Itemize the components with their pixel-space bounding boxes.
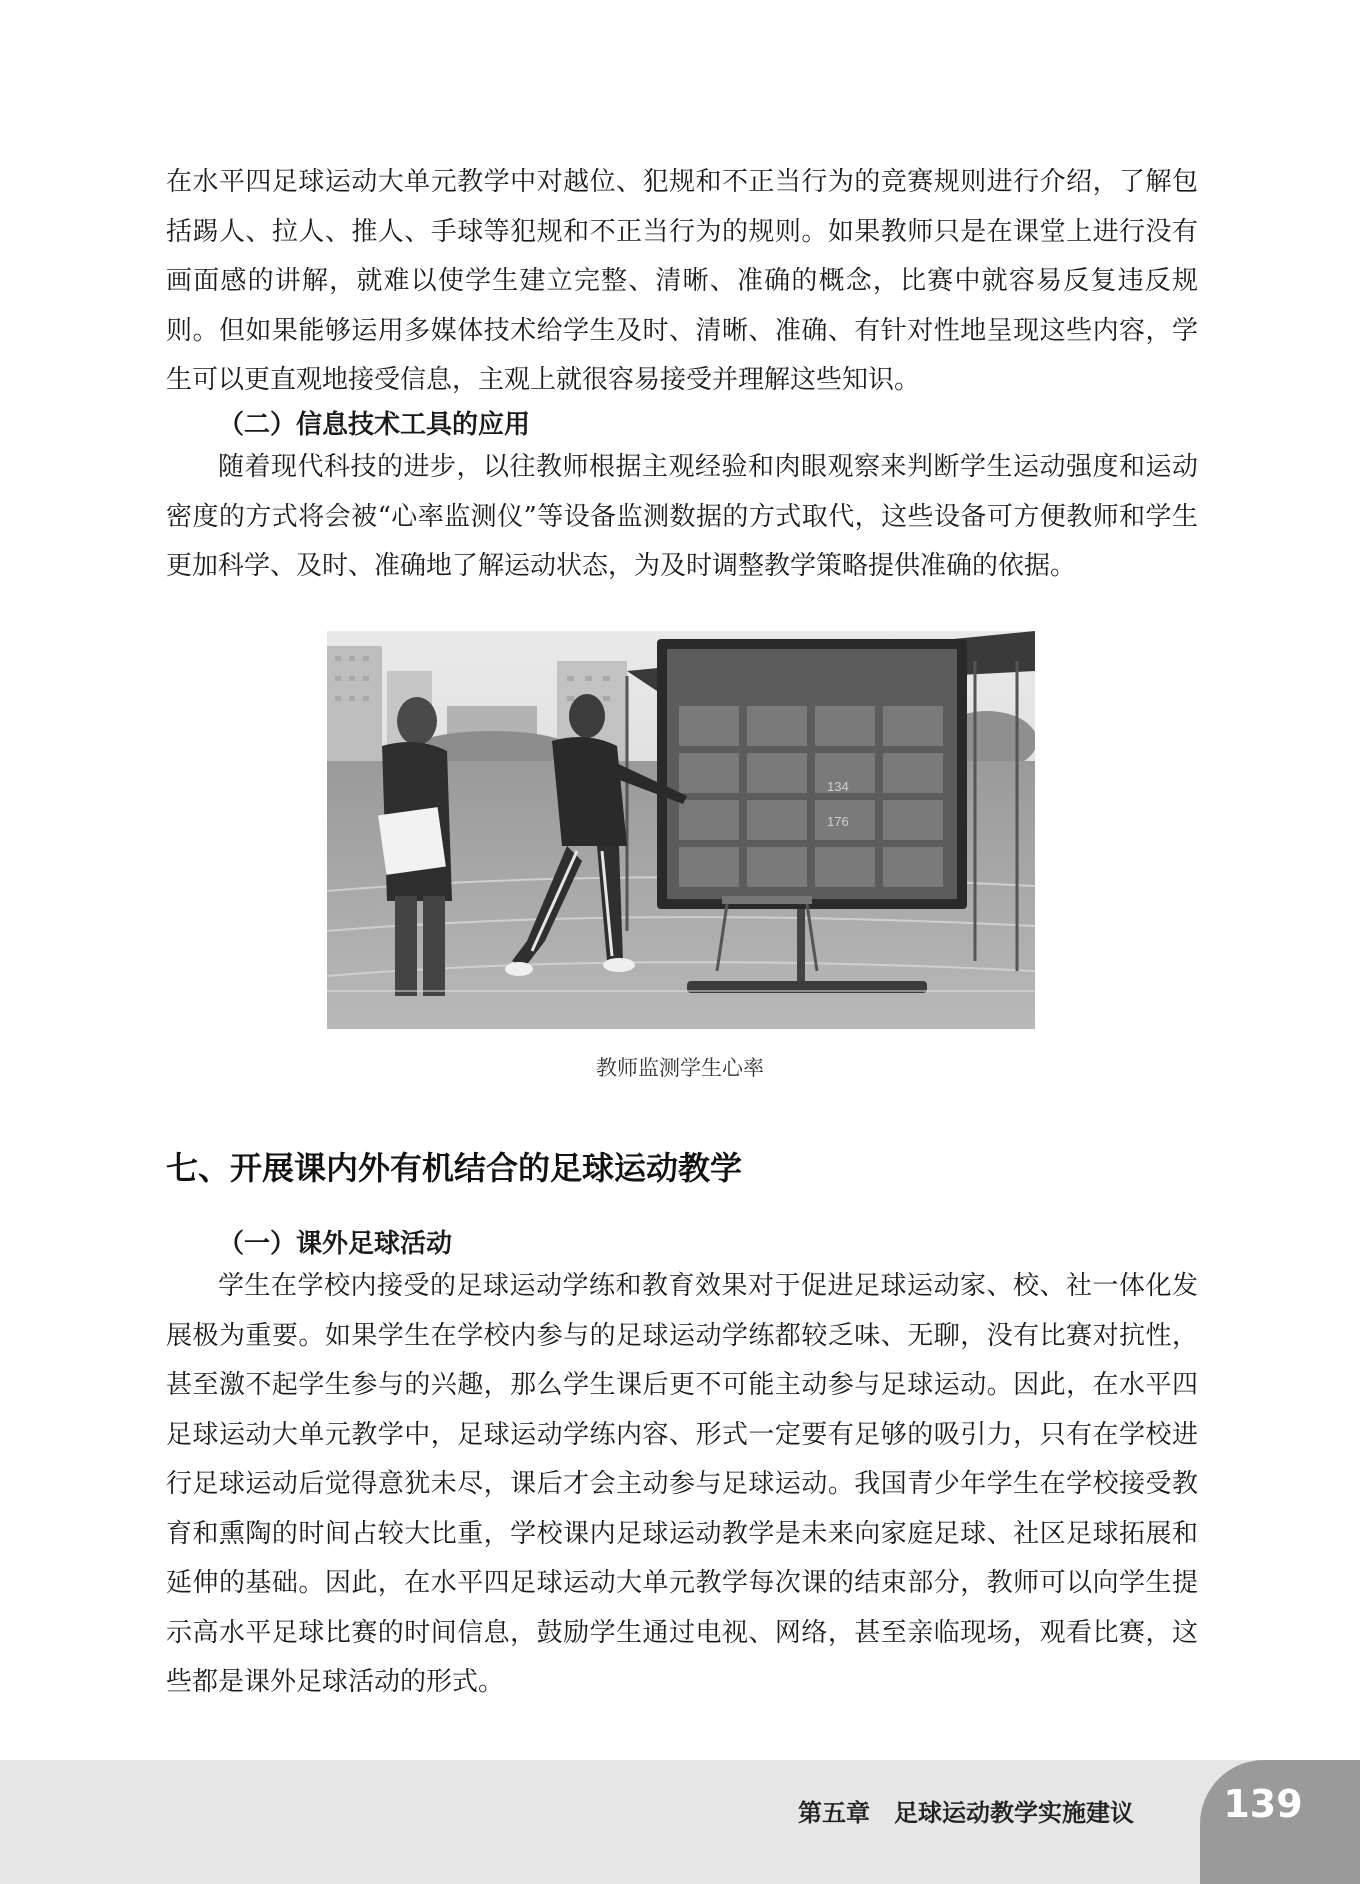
subheading-info-tech: （二）信息技术工具的应用 [218,410,531,440]
figure-caption: 教师监测学生心率 [596,1056,764,1080]
screen-reading-1: 134 [827,779,849,794]
body-paragraph-heart-rate: 随着现代科技的进步，以往教师根据主观经验和肉眼观察来判断学生运动强度和运动密度的方式将会被“心率监测仪”等设备监测数据的方式取代，这些设备可方便教师和学生更加科学、及时、准确地了解运动状态，为及时调整教学策略提供准确的依据。 [166,452,1198,581]
body-paragraph-extracurricular: 学生在学校内接受的足球运动学练和教育效果对于促进足球运动家、校、社一体化发展极为重要。如果学生在学校内参与的足球运动学练都较乏味、无聊，没有比赛对抗性，甚至激不起学生参与的兴趣，那么学生课后更不可能主动参与足球运动。因此，在水平四足球运动大单元教学中，足球运动学练内容、形式一定要有足够的吸引力，只有在学校进行足球运动后觉得意犹未尽，课后才会主动参与足球运动。我国青少年学生在学校接受教育和熏陶的时间占较大比重，学校课内足球运动教学是未来向家庭足球、社区足球拓展和延伸的基础。因此，在水平四足球运动大单元教学每次课的结束部分，教师可以向学生提示高水平足球比赛的时间信息，鼓励学生通过电视、网络，甚至亲临现场，观看比赛，这些都是课外足球活动的形式。 [166,1271,1198,1697]
section-title: 七、开展课内外有机结合的足球运动教学 [166,1149,743,1187]
body-paragraph-rules: 在水平四足球运动大单元教学中对越位、犯规和不正当行为的竞赛规则进行介绍，了解包括踢人、拉人、推人、手球等犯规和不正当行为的规则。如果教师只是在课堂上进行没有画面感的讲解，就难以使学生建立完整、清晰、准确的概念，比赛中就容易反复违反规则。但如果能够运用多媒体技术给学生及时、清晰、准确、有针对性地呈现这些内容，学生可以更直观地接受信息，主观上就很容易接受并理解这些知识。 [166,167,1198,395]
page-footer [0,1760,1360,1884]
screen-reading-2: 176 [827,814,849,829]
teacher-monitoring-photo [327,631,1035,1029]
subheading-extracurricular: （一）课外足球活动 [218,1229,453,1259]
chapter-label: 第五章 足球运动教学实施建议 [798,1799,1134,1827]
page-number-tab [1200,1760,1360,1884]
page-number: 139 [1223,1782,1303,1826]
figure-photo [327,631,1035,1029]
